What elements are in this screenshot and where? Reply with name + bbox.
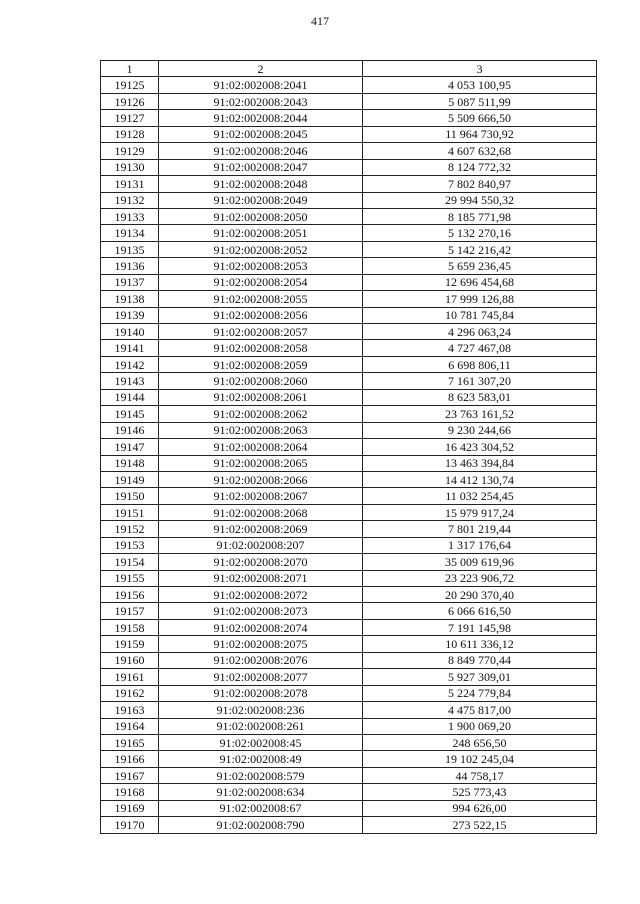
row-number-cell: 19145 [101,406,159,422]
value-cell: 4 296 063,24 [363,324,597,340]
row-number-cell: 19126 [101,93,159,109]
value-cell: 23 763 161,52 [363,406,597,422]
column-header-3: 3 [363,61,597,77]
cadastral-number-cell: 91:02:002008:2059 [159,356,363,372]
row-number-cell: 19138 [101,291,159,307]
value-cell: 5 132 270,16 [363,225,597,241]
cadastral-number-cell: 91:02:002008:2055 [159,291,363,307]
table-row [101,324,597,340]
row-number-cell: 19136 [101,258,159,274]
table-row [101,751,597,767]
cadastral-number-cell: 91:02:002008:2046 [159,143,363,159]
row-number-cell: 19125 [101,77,159,93]
cadastral-number-cell: 91:02:002008:2058 [159,340,363,356]
cadastral-number-cell: 91:02:002008:790 [159,817,363,833]
page-number: 417 [311,14,329,28]
cadastral-number-cell: 91:02:002008:49 [159,751,363,767]
table-row [101,718,597,734]
row-number-cell: 19157 [101,603,159,619]
value-cell: 35 009 619,96 [363,554,597,570]
table-row [101,192,597,208]
value-cell: 8 124 772,32 [363,159,597,175]
table-header-row [101,61,597,77]
cadastral-number-cell: 91:02:002008:2045 [159,126,363,142]
table-row [101,702,597,718]
table-row [101,587,597,603]
cadastral-number-cell: 91:02:002008:207 [159,537,363,553]
row-number-cell: 19147 [101,439,159,455]
cadastral-number-cell: 91:02:002008:2052 [159,241,363,257]
row-number-cell: 19132 [101,192,159,208]
column-header-1: 1 [101,61,159,77]
table-row [101,126,597,142]
table-row [101,636,597,652]
cadastral-number-cell: 91:02:002008:261 [159,718,363,734]
value-cell: 8 623 583,01 [363,389,597,405]
row-number-cell: 19148 [101,455,159,471]
row-number-cell: 19128 [101,126,159,142]
row-number-cell: 19155 [101,570,159,586]
value-cell: 248 656,50 [363,734,597,750]
row-number-cell: 19135 [101,241,159,257]
row-number-cell: 19166 [101,751,159,767]
table-row [101,784,597,800]
row-number-cell: 19131 [101,176,159,192]
table-row [101,734,597,750]
column-header-2: 2 [159,61,363,77]
cadastral-number-cell: 91:02:002008:2053 [159,258,363,274]
row-number-cell: 19151 [101,504,159,520]
row-number-cell: 19152 [101,521,159,537]
row-number-cell: 19129 [101,143,159,159]
value-cell: 15 979 917,24 [363,504,597,520]
cadastral-number-cell: 91:02:002008:2063 [159,422,363,438]
row-number-cell: 19163 [101,702,159,718]
table-row [101,373,597,389]
value-cell: 6 066 616,50 [363,603,597,619]
row-number-cell: 19130 [101,159,159,175]
cadastral-number-cell: 91:02:002008:2056 [159,307,363,323]
value-cell: 16 423 304,52 [363,439,597,455]
table-row [101,439,597,455]
table-row [101,685,597,701]
value-cell: 4 727 467,08 [363,340,597,356]
row-number-cell: 19139 [101,307,159,323]
cadastral-number-cell: 91:02:002008:2049 [159,192,363,208]
row-number-cell: 19158 [101,619,159,635]
cadastral-number-cell: 91:02:002008:2051 [159,225,363,241]
cadastral-number-cell: 91:02:002008:2067 [159,488,363,504]
table-row [101,389,597,405]
value-cell: 1 900 069,20 [363,718,597,734]
row-number-cell: 19154 [101,554,159,570]
table-row [101,93,597,109]
row-number-cell: 19144 [101,389,159,405]
value-cell: 9 230 244,66 [363,422,597,438]
table-row [101,176,597,192]
table-row [101,274,597,290]
value-cell: 1 317 176,64 [363,537,597,553]
cadastral-number-cell: 91:02:002008:45 [159,734,363,750]
value-cell: 19 102 245,04 [363,751,597,767]
cadastral-number-cell: 91:02:002008:2064 [159,439,363,455]
value-cell: 7 801 219,44 [363,521,597,537]
value-cell: 5 142 216,42 [363,241,597,257]
row-number-cell: 19156 [101,587,159,603]
table-row [101,143,597,159]
table-row [101,619,597,635]
row-number-cell: 19153 [101,537,159,553]
table-row [101,554,597,570]
value-cell: 10 611 336,12 [363,636,597,652]
cadastral-number-cell: 91:02:002008:2062 [159,406,363,422]
row-number-cell: 19127 [101,110,159,126]
table-row [101,537,597,553]
table-row [101,455,597,471]
value-cell: 5 087 511,99 [363,93,597,109]
cadastral-number-cell: 91:02:002008:2071 [159,570,363,586]
value-cell: 8 849 770,44 [363,652,597,668]
cadastral-number-cell: 91:02:002008:2043 [159,93,363,109]
cadastral-number-cell: 91:02:002008:2054 [159,274,363,290]
value-cell: 44 758,17 [363,767,597,783]
table-row [101,340,597,356]
table-row [101,406,597,422]
value-cell: 5 509 666,50 [363,110,597,126]
row-number-cell: 19165 [101,734,159,750]
value-cell: 10 781 745,84 [363,307,597,323]
value-cell: 525 773,43 [363,784,597,800]
value-cell: 4 053 100,95 [363,77,597,93]
value-cell: 5 659 236,45 [363,258,597,274]
value-cell: 11 964 730,92 [363,126,597,142]
value-cell: 29 994 550,32 [363,192,597,208]
table-row [101,356,597,372]
value-cell: 17 999 126,88 [363,291,597,307]
table-row [101,110,597,126]
cadastral-number-cell: 91:02:002008:2044 [159,110,363,126]
value-cell: 7 802 840,97 [363,176,597,192]
table-row [101,800,597,816]
row-number-cell: 19133 [101,208,159,224]
value-cell: 7 191 145,98 [363,619,597,635]
table-row [101,570,597,586]
cadastral-number-cell: 91:02:002008:2073 [159,603,363,619]
cadastral-number-cell: 91:02:002008:2078 [159,685,363,701]
value-cell: 14 412 130,74 [363,471,597,487]
row-number-cell: 19137 [101,274,159,290]
row-number-cell: 19164 [101,718,159,734]
value-cell: 4 607 632,68 [363,143,597,159]
value-cell: 7 161 307,20 [363,373,597,389]
row-number-cell: 19167 [101,767,159,783]
table-row [101,208,597,224]
table-row [101,241,597,257]
row-number-cell: 19149 [101,471,159,487]
cadastral-number-cell: 91:02:002008:2061 [159,389,363,405]
value-cell: 23 223 906,72 [363,570,597,586]
cadastral-number-cell: 91:02:002008:2057 [159,324,363,340]
value-cell: 11 032 254,45 [363,488,597,504]
table-row [101,422,597,438]
cadastral-number-cell: 91:02:002008:2072 [159,587,363,603]
row-number-cell: 19150 [101,488,159,504]
row-number-cell: 19142 [101,356,159,372]
cadastral-number-cell: 91:02:002008:67 [159,800,363,816]
table-row [101,159,597,175]
table-row [101,225,597,241]
value-cell: 8 185 771,98 [363,208,597,224]
row-number-cell: 19143 [101,373,159,389]
row-number-cell: 19161 [101,669,159,685]
table-row [101,521,597,537]
cadastral-number-cell: 91:02:002008:2065 [159,455,363,471]
table-row [101,603,597,619]
cadastral-number-cell: 91:02:002008:2048 [159,176,363,192]
value-cell: 5 224 779,84 [363,685,597,701]
value-cell: 994 626,00 [363,800,597,816]
table-body [101,77,597,833]
table-row [101,488,597,504]
table-row [101,291,597,307]
row-number-cell: 19169 [101,800,159,816]
cadastral-number-cell: 91:02:002008:2047 [159,159,363,175]
value-cell: 13 463 394,84 [363,455,597,471]
cadastral-number-cell: 91:02:002008:2075 [159,636,363,652]
row-number-cell: 19159 [101,636,159,652]
value-cell: 273 522,15 [363,817,597,833]
table-row [101,669,597,685]
cadastral-number-cell: 91:02:002008:2077 [159,669,363,685]
table-row [101,817,597,833]
row-number-cell: 19168 [101,784,159,800]
table-row [101,307,597,323]
value-cell: 12 696 454,68 [363,274,597,290]
data-table [100,60,597,834]
cadastral-number-cell: 91:02:002008:2069 [159,521,363,537]
table-row [101,504,597,520]
value-cell: 20 290 370,40 [363,587,597,603]
table-row [101,767,597,783]
cadastral-number-cell: 91:02:002008:236 [159,702,363,718]
cadastral-number-cell: 91:02:002008:634 [159,784,363,800]
cadastral-number-cell: 91:02:002008:2068 [159,504,363,520]
table-row [101,471,597,487]
cadastral-number-cell: 91:02:002008:2074 [159,619,363,635]
cadastral-number-cell: 91:02:002008:2041 [159,77,363,93]
table-row [101,258,597,274]
table-row [101,77,597,93]
value-cell: 4 475 817,00 [363,702,597,718]
row-number-cell: 19140 [101,324,159,340]
cadastral-number-cell: 91:02:002008:579 [159,767,363,783]
row-number-cell: 19146 [101,422,159,438]
value-cell: 6 698 806,11 [363,356,597,372]
cadastral-number-cell: 91:02:002008:2050 [159,208,363,224]
cadastral-number-cell: 91:02:002008:2070 [159,554,363,570]
cadastral-number-cell: 91:02:002008:2066 [159,471,363,487]
row-number-cell: 19160 [101,652,159,668]
row-number-cell: 19162 [101,685,159,701]
table-row [101,652,597,668]
cadastral-number-cell: 91:02:002008:2060 [159,373,363,389]
cadastral-number-cell: 91:02:002008:2076 [159,652,363,668]
row-number-cell: 19141 [101,340,159,356]
row-number-cell: 19134 [101,225,159,241]
row-number-cell: 19170 [101,817,159,833]
value-cell: 5 927 309,01 [363,669,597,685]
